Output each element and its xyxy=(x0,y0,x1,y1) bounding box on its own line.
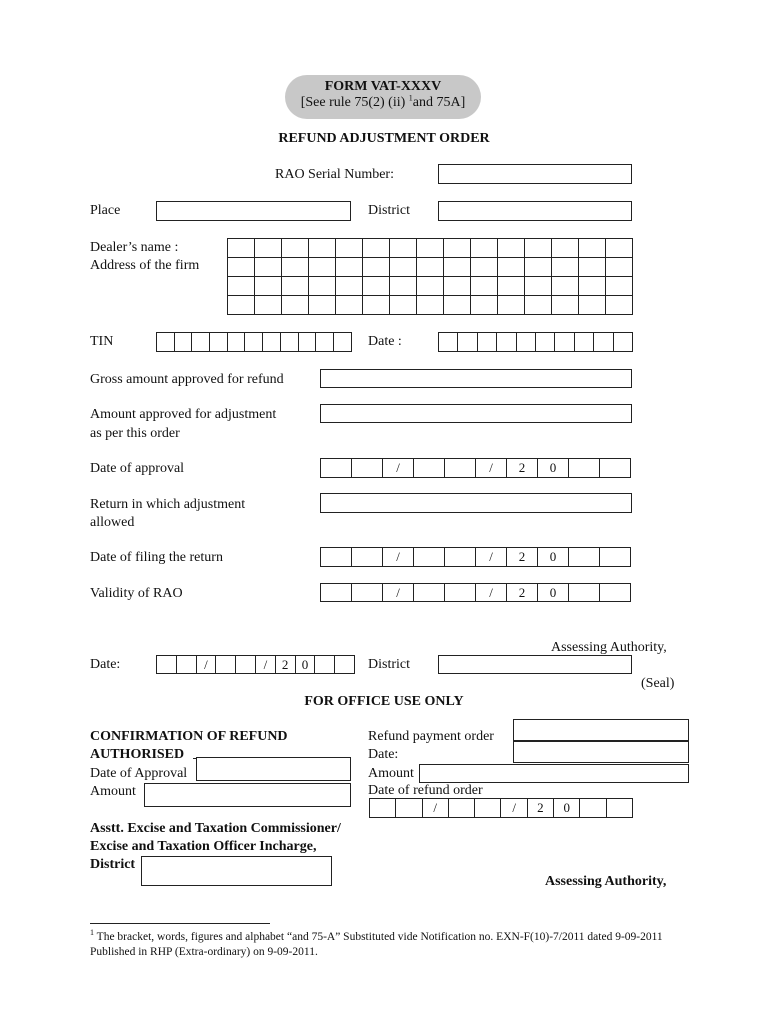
dealer-grid-cell[interactable] xyxy=(444,238,471,258)
dealer-address-grid[interactable] xyxy=(227,238,633,315)
dealer-grid-cell[interactable] xyxy=(363,296,390,315)
date-approval-label: Date of approval xyxy=(90,461,185,476)
dealer-grid-cell[interactable] xyxy=(228,258,255,277)
dealer-grid-cell[interactable] xyxy=(282,296,309,315)
date-digit-cell[interactable] xyxy=(414,583,445,602)
dealer-grid-cell[interactable] xyxy=(552,238,579,258)
office-amount-field[interactable] xyxy=(144,783,351,807)
date-digit-cell[interactable] xyxy=(569,458,600,478)
date-digit-cell[interactable] xyxy=(321,583,352,602)
date-digit-cell[interactable]: / xyxy=(383,458,414,478)
footnote: $^1$ The bracket, words, figures and alphabet “and 75-A” Substituted vide Notification no. EXN-F(10)-7/2011 dated 9-09-2011 Published in RHP (Extra-ordinary) on 9-09-2011. xyxy=(90,928,663,958)
dealer-grid-cell[interactable] xyxy=(228,277,255,296)
dealer-grid-cell[interactable] xyxy=(282,277,309,296)
date-digit-cell[interactable]: / xyxy=(383,547,414,567)
date-digit-cell[interactable] xyxy=(396,798,422,818)
date-digit-cell[interactable]: / xyxy=(423,798,449,818)
footnote-divider xyxy=(90,923,270,924)
dealer-grid-cell[interactable] xyxy=(525,296,552,315)
gross-amount-field[interactable] xyxy=(320,369,632,388)
dealer-grid-cell[interactable] xyxy=(498,296,525,315)
date-digit-cell[interactable]: 2 xyxy=(528,798,554,818)
office-use-title: FOR OFFICE USE ONLY xyxy=(304,694,464,709)
date-digit-cell[interactable] xyxy=(600,547,631,567)
dealer-name-label: Dealer’s name : xyxy=(90,240,179,255)
date-digit-cell[interactable]: / xyxy=(476,583,507,602)
dealer-grid-cell[interactable] xyxy=(498,238,525,258)
date-digit-cell[interactable] xyxy=(594,332,613,352)
dealer-grid-cell[interactable] xyxy=(390,238,417,258)
address-label: Address of the firm xyxy=(90,258,200,273)
seal-label: (Seal) xyxy=(641,676,675,691)
date-digit-cell[interactable]: / xyxy=(501,798,527,818)
dealer-grid-row xyxy=(227,296,633,315)
tin-digit-cell[interactable] xyxy=(316,332,334,352)
signature-district-label: District xyxy=(368,657,410,672)
date-approval-field[interactable] xyxy=(320,458,631,478)
refund-amount-field[interactable] xyxy=(419,764,689,783)
return-label-1: Return in which adjustment xyxy=(90,497,246,512)
date-digit-cell[interactable] xyxy=(216,655,236,674)
date-digit-cell[interactable] xyxy=(607,798,633,818)
dealer-grid-cell[interactable] xyxy=(336,258,363,277)
signature-date-label: Date: xyxy=(90,657,121,672)
dealer-grid-cell[interactable] xyxy=(390,258,417,277)
dealer-grid-cell[interactable] xyxy=(390,277,417,296)
dealer-grid-cell[interactable] xyxy=(579,238,606,258)
dealer-grid-cell[interactable] xyxy=(363,277,390,296)
date-digit-cell[interactable]: 2 xyxy=(276,655,296,674)
tin-label: TIN xyxy=(90,334,114,349)
date-digit-cell[interactable] xyxy=(449,798,475,818)
date-digit-cell[interactable]: 2 xyxy=(507,547,538,567)
tin-digit-cell[interactable] xyxy=(157,332,175,352)
date-digit-cell[interactable]: / xyxy=(476,458,507,478)
return-adjustment-field[interactable] xyxy=(320,493,632,513)
date-digit-cell[interactable] xyxy=(536,332,555,352)
date-digit-cell[interactable] xyxy=(580,798,606,818)
date-digit-cell[interactable] xyxy=(352,547,383,567)
dealer-grid-cell[interactable] xyxy=(606,238,633,258)
amount-adjust-label-1: Amount approved for adjustment xyxy=(90,407,277,422)
dealer-grid-cell[interactable] xyxy=(336,296,363,315)
dealer-grid-cell[interactable] xyxy=(498,258,525,277)
validity-field[interactable] xyxy=(320,583,631,602)
district-label: District xyxy=(368,203,410,218)
dealer-grid-cell[interactable] xyxy=(417,238,444,258)
dealer-grid-cell[interactable] xyxy=(336,277,363,296)
dealer-grid-cell[interactable] xyxy=(552,277,579,296)
dealer-grid-cell[interactable] xyxy=(417,258,444,277)
date-refund-order-label: Date of refund order xyxy=(368,783,483,798)
dealer-grid-cell[interactable] xyxy=(228,238,255,258)
dealer-grid-cell[interactable] xyxy=(417,296,444,315)
date-digit-cell[interactable]: 2 xyxy=(507,583,538,602)
date-digit-cell[interactable]: 0 xyxy=(554,798,580,818)
amount-adjust-field[interactable] xyxy=(320,404,632,423)
amount-adjust-label-2: as per this order xyxy=(90,426,180,441)
dealer-grid-cell[interactable] xyxy=(282,238,309,258)
dealer-grid-cell[interactable] xyxy=(417,277,444,296)
confirmation-title-2: AUTHORISED xyxy=(90,747,185,762)
dealer-grid-cell[interactable] xyxy=(309,258,336,277)
form-title: FORM VAT-XXXV xyxy=(324,79,442,94)
date-filing-label: Date of filing the return xyxy=(90,550,223,565)
validity-label: Validity of RAO xyxy=(90,586,183,601)
rao-serial-field[interactable] xyxy=(438,164,632,184)
date-digit-cell[interactable] xyxy=(370,798,396,818)
dealer-grid-cell[interactable] xyxy=(309,238,336,258)
order-title: REFUND ADJUSTMENT ORDER xyxy=(278,131,490,146)
place-field[interactable] xyxy=(156,201,351,221)
dealer-grid-cell[interactable] xyxy=(471,238,498,258)
dealer-grid-cell[interactable] xyxy=(309,296,336,315)
dealer-grid-cell[interactable] xyxy=(336,238,363,258)
date-refund-order-field[interactable] xyxy=(369,798,633,818)
date-digit-cell[interactable] xyxy=(352,583,383,602)
dealer-grid-cell[interactable] xyxy=(363,238,390,258)
refund-payment-order-label: Refund payment order xyxy=(368,729,494,744)
date-digit-cell[interactable] xyxy=(555,332,574,352)
dealer-grid-row xyxy=(227,277,633,296)
date-digit-cell[interactable]: 0 xyxy=(538,583,569,602)
date-digit-cell[interactable]: 2 xyxy=(507,458,538,478)
dealer-grid-cell[interactable] xyxy=(255,258,282,277)
dealer-grid-row xyxy=(227,258,633,277)
date-digit-cell[interactable] xyxy=(475,798,501,818)
dealer-grid-cell[interactable] xyxy=(390,296,417,315)
signature-date-field[interactable] xyxy=(156,655,355,674)
dealer-grid-cell[interactable] xyxy=(255,238,282,258)
date-digit-cell[interactable] xyxy=(177,655,197,674)
return-label-2: allowed xyxy=(90,515,135,530)
officer-district-field[interactable] xyxy=(141,856,332,886)
date-digit-cell[interactable] xyxy=(614,332,633,352)
rao-serial-label: RAO Serial Number: xyxy=(275,167,394,182)
place-label: Place xyxy=(90,203,121,218)
date-digit-cell[interactable] xyxy=(517,332,536,352)
date-digit-cell[interactable] xyxy=(575,332,594,352)
dealer-grid-cell[interactable] xyxy=(309,277,336,296)
tin-field[interactable] xyxy=(156,332,352,352)
date-digit-cell[interactable]: / xyxy=(476,547,507,567)
dealer-grid-cell[interactable] xyxy=(444,277,471,296)
dealer-grid-cell[interactable] xyxy=(525,258,552,277)
dealer-grid-row xyxy=(227,238,633,258)
assessing-authority-label: Assessing Authority, xyxy=(551,640,667,655)
date-digit-cell[interactable] xyxy=(600,583,631,602)
dealer-grid-cell[interactable] xyxy=(606,296,633,315)
date-digit-cell[interactable] xyxy=(236,655,256,674)
date-digit-cell[interactable]: / xyxy=(383,583,414,602)
date-digit-cell[interactable] xyxy=(439,332,458,352)
dealer-grid-cell[interactable] xyxy=(255,277,282,296)
signature-district-field[interactable] xyxy=(438,655,632,674)
date-digit-cell[interactable] xyxy=(414,547,445,567)
officer-line-1: Asstt. Excise and Taxation Commissioner/ xyxy=(90,821,341,836)
date-field[interactable] xyxy=(438,332,633,352)
date-digit-cell[interactable]: 0 xyxy=(538,547,569,567)
tin-digit-cell[interactable] xyxy=(263,332,281,352)
district-field[interactable] xyxy=(438,201,632,221)
date-filing-field[interactable] xyxy=(320,547,631,567)
date-digit-cell[interactable] xyxy=(315,655,335,674)
date-digit-cell[interactable] xyxy=(414,458,445,478)
officer-line-2: Excise and Taxation Officer Incharge, xyxy=(90,839,317,854)
dealer-grid-cell[interactable] xyxy=(579,258,606,277)
date-digit-cell[interactable]: 0 xyxy=(538,458,569,478)
dealer-grid-cell[interactable] xyxy=(444,258,471,277)
date-digit-cell[interactable] xyxy=(321,547,352,567)
tin-digit-cell[interactable] xyxy=(281,332,299,352)
date-digit-cell[interactable] xyxy=(478,332,497,352)
date-digit-cell[interactable] xyxy=(335,655,355,674)
date-of-approval-label: Date of Approval xyxy=(90,766,188,781)
date-digit-cell[interactable] xyxy=(445,583,476,602)
dealer-grid-cell[interactable] xyxy=(282,258,309,277)
tin-digit-cell[interactable] xyxy=(210,332,228,352)
date-digit-cell[interactable]: / xyxy=(256,655,276,674)
tin-digit-cell[interactable] xyxy=(334,332,352,352)
dealer-grid-cell[interactable] xyxy=(606,258,633,277)
dealer-grid-cell[interactable] xyxy=(498,277,525,296)
date-digit-cell[interactable]: / xyxy=(197,655,217,674)
dealer-grid-cell[interactable] xyxy=(606,277,633,296)
date-digit-cell[interactable] xyxy=(445,547,476,567)
dealer-grid-cell[interactable] xyxy=(363,258,390,277)
refund-date-field[interactable] xyxy=(513,741,689,763)
dealer-grid-cell[interactable] xyxy=(525,238,552,258)
date-digit-cell[interactable] xyxy=(569,547,600,567)
tin-digit-cell[interactable] xyxy=(192,332,210,352)
date-digit-cell[interactable]: 0 xyxy=(296,655,316,674)
date-label: Date : xyxy=(368,334,402,349)
date-digit-cell[interactable] xyxy=(352,458,383,478)
tin-digit-cell[interactable] xyxy=(299,332,317,352)
dealer-grid-cell[interactable] xyxy=(444,296,471,315)
rule-reference: [See rule 75(2) (ii) $^1$and 75A] xyxy=(300,93,466,110)
dealer-grid-cell[interactable] xyxy=(579,277,606,296)
tin-digit-cell[interactable] xyxy=(175,332,193,352)
dealer-grid-cell[interactable] xyxy=(579,296,606,315)
dealer-grid-cell[interactable] xyxy=(471,296,498,315)
dealer-grid-cell[interactable] xyxy=(255,296,282,315)
date-digit-cell[interactable] xyxy=(600,458,631,478)
date-digit-cell[interactable] xyxy=(321,458,352,478)
refund-payment-order-field[interactable] xyxy=(513,719,689,741)
officer-line-3: District xyxy=(90,857,136,872)
date-of-approval-field[interactable] xyxy=(196,757,351,781)
dealer-grid-cell[interactable] xyxy=(552,296,579,315)
dealer-grid-cell[interactable] xyxy=(552,258,579,277)
date-digit-cell[interactable] xyxy=(445,458,476,478)
tin-digit-cell[interactable] xyxy=(245,332,263,352)
date-digit-cell[interactable] xyxy=(497,332,516,352)
tin-digit-cell[interactable] xyxy=(228,332,246,352)
office-assessing-authority: Assessing Authority, xyxy=(545,874,667,889)
office-amount-label: Amount xyxy=(90,784,136,799)
refund-date-label: Date: xyxy=(368,747,399,762)
date-digit-cell[interactable] xyxy=(157,655,177,674)
date-digit-cell[interactable] xyxy=(458,332,477,352)
dealer-grid-cell[interactable] xyxy=(228,296,255,315)
date-digit-cell[interactable] xyxy=(569,583,600,602)
gross-amount-label: Gross amount approved for refund xyxy=(90,372,284,387)
dealer-grid-cell[interactable] xyxy=(471,258,498,277)
refund-amount-label: Amount xyxy=(368,766,414,781)
dealer-grid-cell[interactable] xyxy=(471,277,498,296)
dealer-grid-cell[interactable] xyxy=(525,277,552,296)
confirmation-title-1: CONFIRMATION OF REFUND xyxy=(90,729,288,744)
